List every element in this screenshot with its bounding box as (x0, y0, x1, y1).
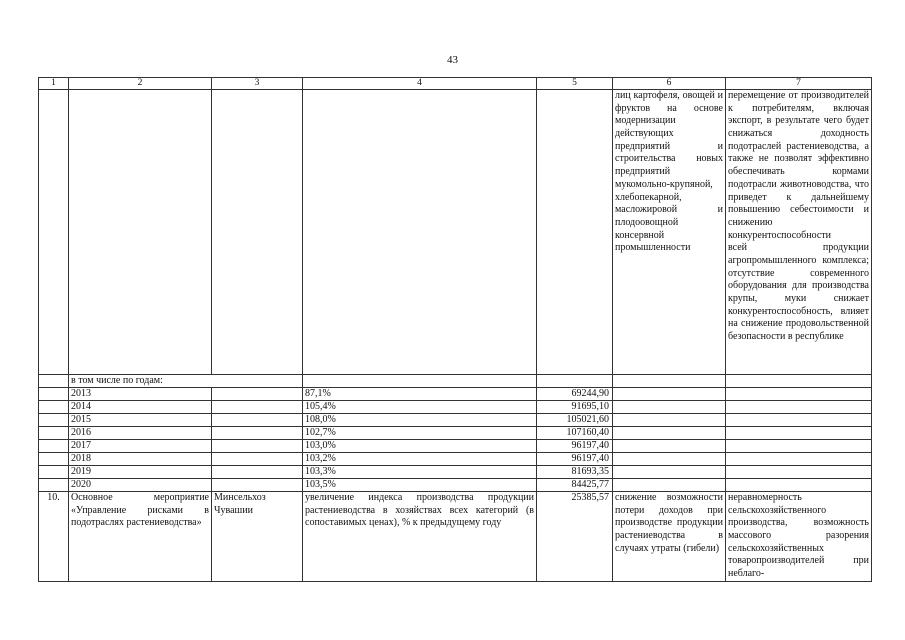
header-cell-2: 2 (69, 78, 212, 90)
continuation-risks-part2: всей продукции агропромышленного комплекса; отсутствие современного оборудования для производства крупы, муки снижает конкурентоспособность, влияет на снижение продовольственной безопасности в республике (728, 242, 869, 343)
header-cell-3: 3 (212, 78, 303, 90)
year-cell: 2018 (69, 453, 212, 466)
program-table (38, 77, 872, 582)
year-row (39, 440, 872, 453)
column-number-header-row (39, 78, 872, 90)
row-number: 10. (39, 492, 69, 582)
continuation-col4 (303, 90, 537, 375)
year-cell: 2017 (69, 440, 212, 453)
target-indicator: увеличение индекса производства продукции растениеводства в хозяйствах всех категорий (в сопоставимых ценах), % к предыдущему году (303, 492, 537, 582)
header-cell-1: 1 (39, 78, 69, 90)
amount-cell: 81693,35 (537, 466, 613, 479)
amount-cell: 91695,10 (537, 401, 613, 414)
continuation-col5 (537, 90, 613, 375)
page-number: 43 (447, 54, 458, 66)
continuation-row (39, 90, 872, 375)
activity-name: Основное мероприятие «Управление рисками в подотраслях растениеводства» (69, 492, 212, 582)
year-row (39, 401, 872, 414)
header-cell-4: 4 (303, 78, 537, 90)
year-row (39, 466, 872, 479)
responsible-executor: Минсельхоз Чувашии (212, 492, 303, 582)
year-row (39, 479, 872, 492)
index-cell: 103,5% (303, 479, 537, 492)
amount-cell: 84425,77 (537, 479, 613, 492)
amount-cell: 96197,40 (537, 453, 613, 466)
continuation-risks (726, 90, 872, 375)
amount-cell: 69244,90 (537, 388, 613, 401)
index-cell: 87,1% (303, 388, 537, 401)
year-cell: 2015 (69, 414, 212, 427)
continuation-risks-part1: перемещение от производителей к потребителям, включая экспорт, в результате чего будет снижаться доходность подотраслей растениеводства, а также не позволят эффективно обеспечивать кормами подотрасли животноводства, что приведет к дальнейшему повышению себестоимости и снижению конкурентоспособности (728, 90, 869, 241)
by-years-label-row (39, 375, 872, 388)
index-cell: 103,2% (303, 453, 537, 466)
continuation-col2 (69, 90, 212, 375)
header-cell-7: 7 (726, 78, 872, 90)
continuation-col3 (212, 90, 303, 375)
continuation-col1 (39, 90, 69, 375)
index-cell: 102,7% (303, 427, 537, 440)
header-cell-5: 5 (537, 78, 613, 90)
year-cell: 2013 (69, 388, 212, 401)
year-cell: 2020 (69, 479, 212, 492)
expected-results: снижение возможности потери доходов при производстве продукции растениеводства в случаях утраты (гибели) (613, 492, 726, 582)
amount-cell: 105021,60 (537, 414, 613, 427)
header-cell-6: 6 (613, 78, 726, 90)
year-row (39, 453, 872, 466)
activity-row-10 (39, 492, 872, 582)
index-cell: 105,4% (303, 401, 537, 414)
year-cell: 2019 (69, 466, 212, 479)
amount-cell: 96197,40 (537, 440, 613, 453)
continuation-expected-results: лиц картофеля, овощей и фруктов на основе модернизации действующих предприятий и строительства новых предприятий мукомольно-крупяной, хлебопекарной, масложировой и плодоовощной консервной промышленности (613, 90, 726, 375)
index-cell: 103,0% (303, 440, 537, 453)
by-years-label: в том числе по годам: (69, 375, 303, 388)
year-row (39, 427, 872, 440)
year-row (39, 388, 872, 401)
year-row (39, 414, 872, 427)
amount-cell: 107160,40 (537, 427, 613, 440)
activity-amount: 25385,57 (537, 492, 613, 582)
risks: неравномерность сельскохозяйственного производства, возможность массового разорения сельскохозяйственных товаропроизводителей при неблаго- (726, 492, 872, 582)
index-cell: 108,0% (303, 414, 537, 427)
year-cell: 2014 (69, 401, 212, 414)
index-cell: 103,3% (303, 466, 537, 479)
year-cell: 2016 (69, 427, 212, 440)
